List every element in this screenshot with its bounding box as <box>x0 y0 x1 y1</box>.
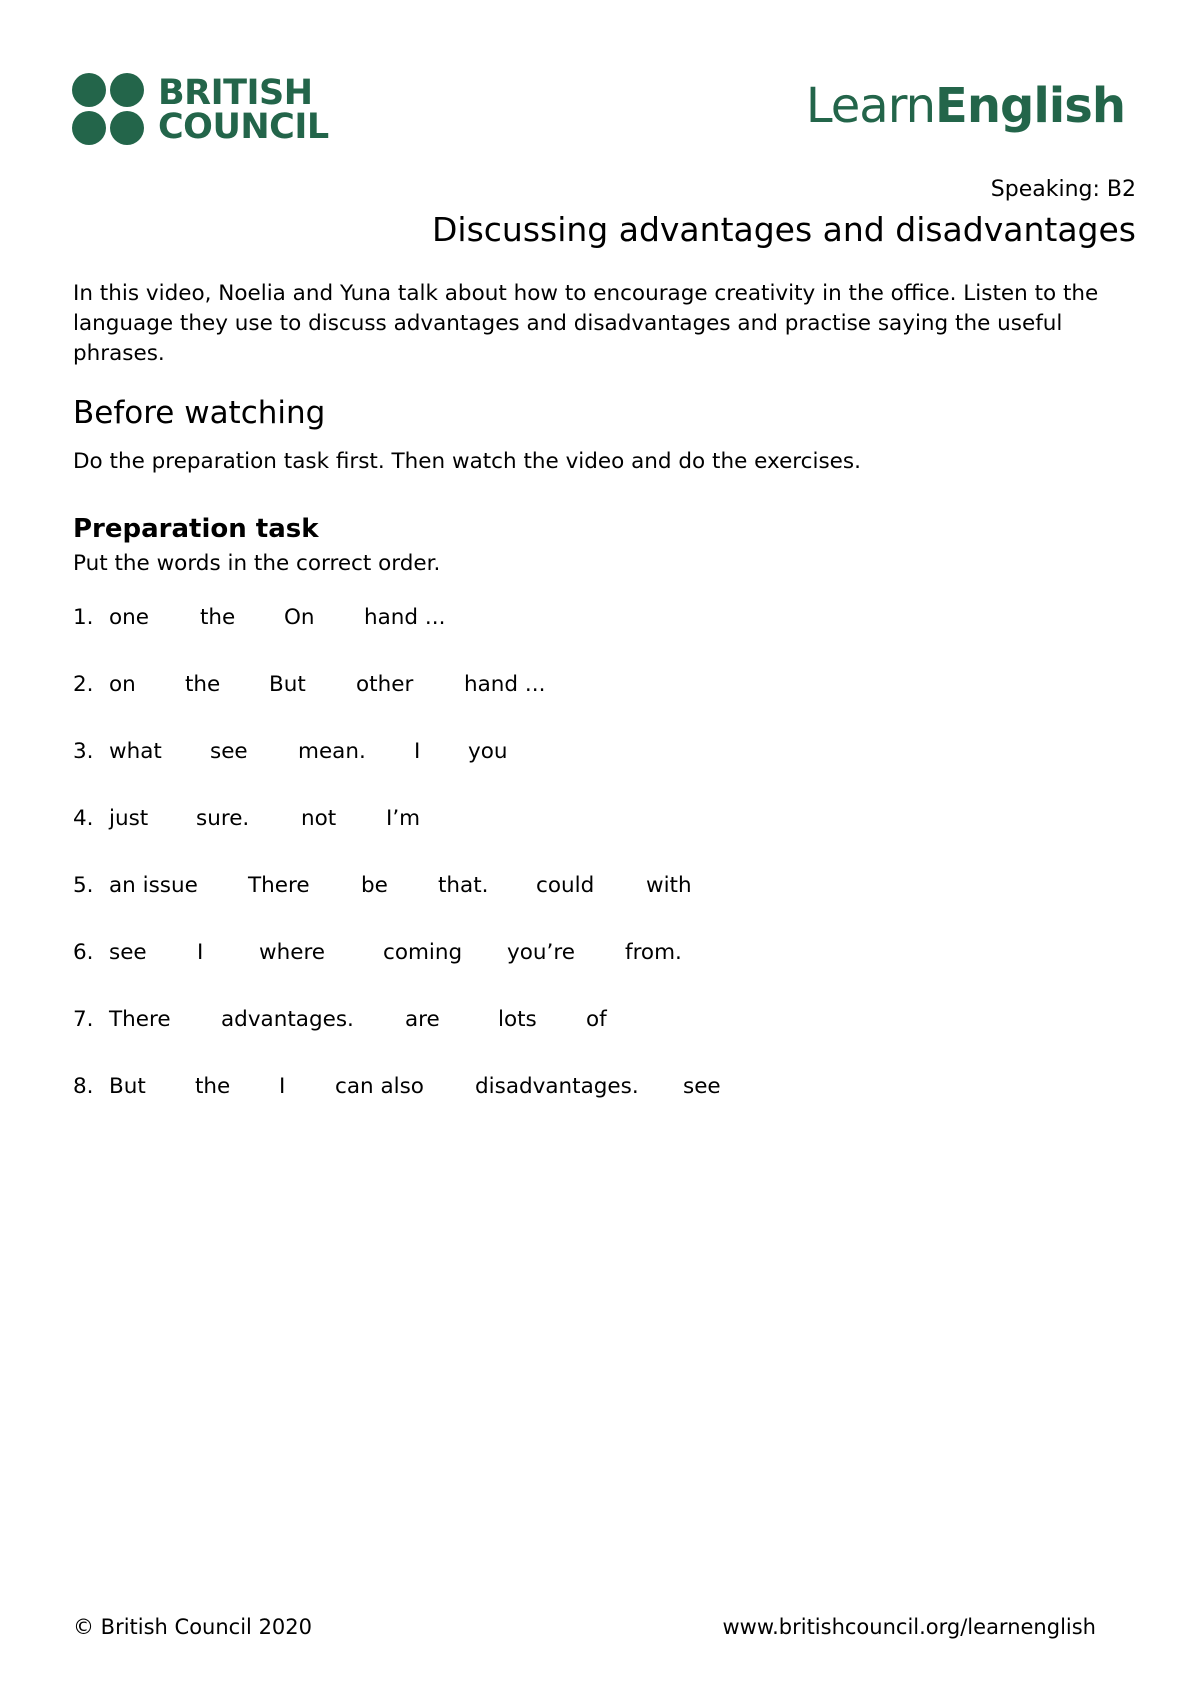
word: the <box>185 672 221 697</box>
british-council-logo <box>72 72 372 148</box>
exercise-item-1 <box>73 605 873 635</box>
item-number: 5. <box>73 873 94 898</box>
exercise-item-5 <box>73 873 873 903</box>
before-watching-heading: Before watching <box>73 395 326 431</box>
exercise-item-8 <box>73 1074 873 1104</box>
word: hand ... <box>364 605 446 630</box>
item-number: 2. <box>73 672 94 697</box>
word: lots <box>498 1007 537 1032</box>
word: not <box>301 806 337 831</box>
item-number: 7. <box>73 1007 94 1032</box>
preparation-heading: Preparation task <box>73 514 319 544</box>
word: be <box>361 873 388 898</box>
level-label: Speaking: B2 <box>990 177 1136 202</box>
word: with <box>646 873 692 898</box>
word: what <box>109 739 162 764</box>
item-number: 1. <box>73 605 94 630</box>
brand-line-1: BRITISH <box>158 73 313 113</box>
word: the <box>200 605 236 630</box>
logo-english: English <box>935 78 1125 134</box>
item-number: 6. <box>73 940 94 965</box>
word: I <box>197 940 204 965</box>
exercise-item-2 <box>73 672 873 702</box>
word: coming <box>383 940 463 965</box>
word: other <box>356 672 414 697</box>
british-council-wordmark <box>158 73 329 147</box>
item-number: 8. <box>73 1074 94 1099</box>
word: But <box>269 672 306 697</box>
word: just <box>109 806 149 831</box>
word: On <box>284 605 315 630</box>
word: There <box>109 1007 171 1032</box>
word: sure. <box>196 806 250 831</box>
page-title: Discussing advantages and disadvantages <box>432 210 1136 249</box>
word: I <box>414 739 421 764</box>
word: see <box>109 940 147 965</box>
word: could <box>536 873 595 898</box>
word: on <box>109 672 136 697</box>
footer-copyright: © British Council 2020 <box>73 1615 313 1639</box>
brand-line-2: COUNCIL <box>158 107 329 147</box>
logo-learn: Learn <box>805 78 936 134</box>
word: you <box>468 739 508 764</box>
word: that. <box>438 873 489 898</box>
word: of <box>586 1007 607 1032</box>
word: see <box>210 739 248 764</box>
exercise-item-6 <box>73 940 873 970</box>
learnenglish-logo <box>806 78 1125 134</box>
exercise-item-4 <box>73 806 873 836</box>
before-watching-text: Do the preparation task first. Then watch the video and do the exercises. <box>73 449 861 474</box>
british-council-dots-icon <box>72 73 146 147</box>
word: mean. <box>298 739 366 764</box>
word: I’m <box>386 806 421 831</box>
intro-paragraph: In this video, Noelia and Yuna talk about how to encourage creativity in the office. Listen to the language they use to discuss advantages and disadvantages and practise saying the useful phrases. <box>73 281 1099 366</box>
footer-url[interactable]: www.britishcouncil.org/learnenglish <box>722 1615 1096 1639</box>
exercise-item-3 <box>73 739 873 769</box>
word: advantages. <box>221 1007 354 1032</box>
word: you’re <box>507 940 575 965</box>
word: where <box>259 940 326 965</box>
item-number: 4. <box>73 806 94 831</box>
word: one <box>109 605 150 630</box>
word: I <box>279 1074 286 1099</box>
word: see <box>683 1074 721 1099</box>
word: from. <box>625 940 682 965</box>
word: are <box>405 1007 440 1032</box>
word: can also <box>335 1074 424 1099</box>
preparation-instruction: Put the words in the correct order. <box>73 551 441 576</box>
word: the <box>195 1074 231 1099</box>
word: an issue <box>109 873 198 898</box>
word: But <box>109 1074 146 1099</box>
item-number: 3. <box>73 739 94 764</box>
exercise-item-7 <box>73 1007 873 1037</box>
word: disadvantages. <box>475 1074 639 1099</box>
word: There <box>248 873 310 898</box>
word: hand ... <box>464 672 546 697</box>
